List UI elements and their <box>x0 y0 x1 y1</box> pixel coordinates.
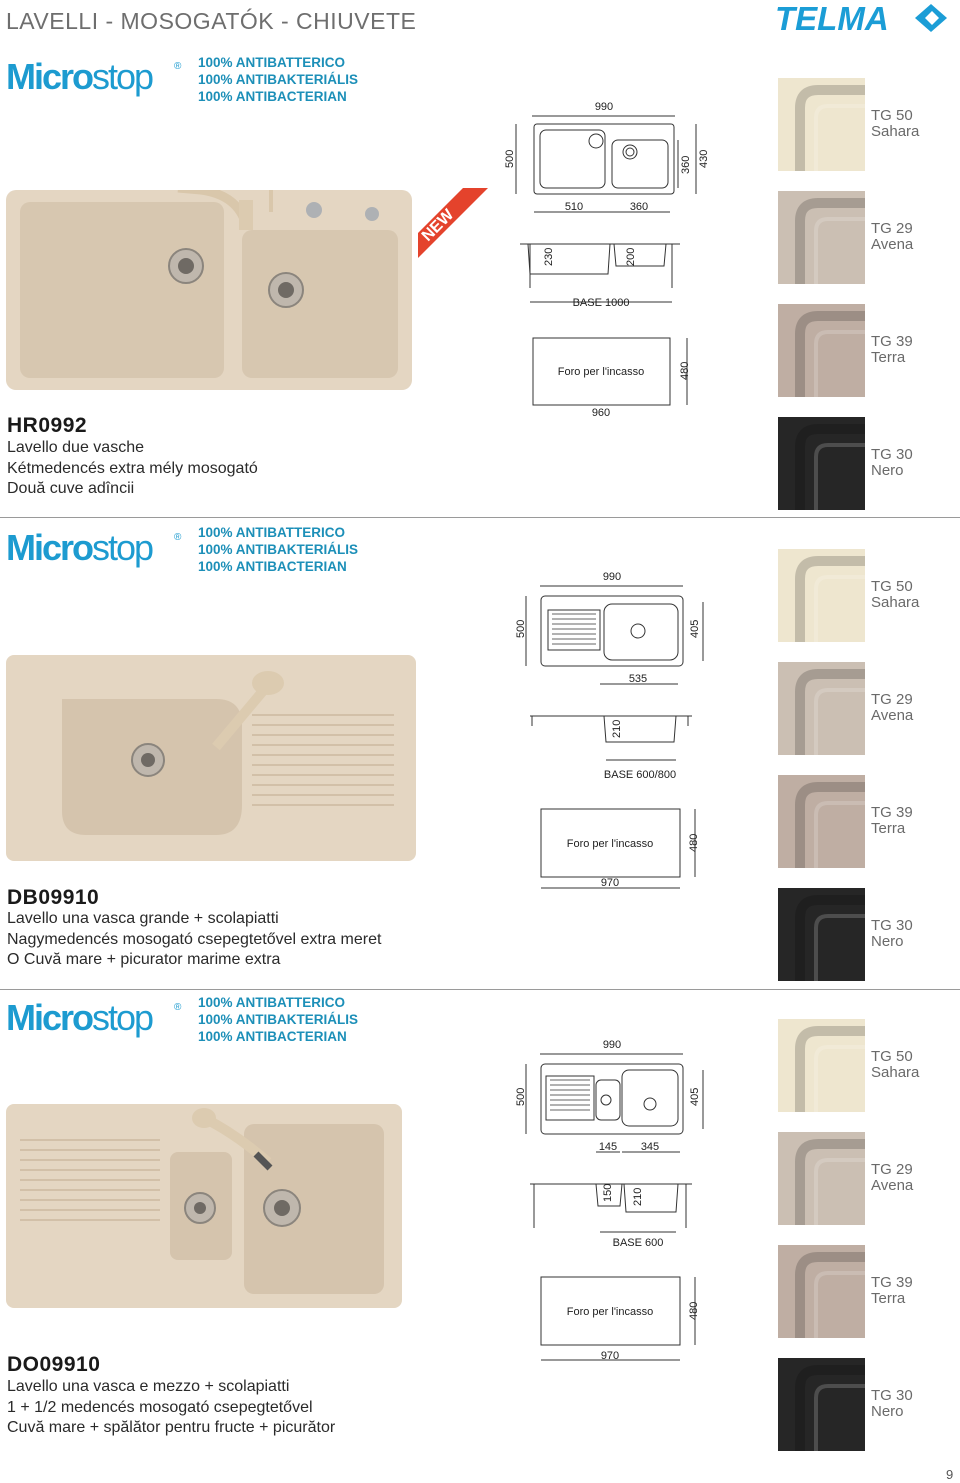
svg-text:480: 480 <box>688 1301 700 1320</box>
svg-text:NEW: NEW <box>418 206 458 245</box>
color-swatch <box>778 1245 865 1338</box>
color-swatch-label: TG 30 Nero <box>871 1387 913 1420</box>
svg-text:Foro per l'incasso: Foro per l'incasso <box>566 1306 654 1318</box>
svg-text:360: 360 <box>629 201 649 213</box>
svg-text:990: 990 <box>602 571 622 583</box>
color-swatch-label: TG 29 Avena <box>871 691 914 724</box>
svg-text:990: 990 <box>594 101 614 113</box>
color-swatch <box>778 662 865 755</box>
svg-text:150: 150 <box>602 1183 614 1202</box>
color-swatch <box>778 417 865 510</box>
svg-text:500: 500 <box>515 619 527 638</box>
color-swatch-label: TG 39 Terra <box>871 333 913 366</box>
antibacterial-labels: 100% ANTIBATTERICO 100% ANTIBAKTERIÁLIS 100% ANTIBACTERIAN <box>198 55 359 104</box>
color-swatch-label: TG 30 Nero <box>871 446 913 479</box>
svg-text:360: 360 <box>680 155 692 174</box>
svg-text:BASE 600: BASE 600 <box>612 1237 664 1249</box>
color-swatch-label: TG 50 Sahara <box>871 1048 920 1081</box>
sink-photo-do09910 <box>6 1104 402 1308</box>
svg-text:®: ® <box>174 61 182 72</box>
svg-text:960: 960 <box>591 407 611 416</box>
product-code: DO09910 <box>7 1353 101 1376</box>
color-swatch-label: TG 39 Terra <box>871 1274 913 1307</box>
svg-text:210: 210 <box>611 719 623 738</box>
telma-logo-text: TELMA <box>775 2 889 34</box>
svg-text:Foro per l'incasso: Foro per l'incasso <box>566 838 654 850</box>
svg-text:200: 200 <box>625 247 637 266</box>
svg-text:510: 510 <box>564 201 584 213</box>
svg-text:405: 405 <box>689 619 701 638</box>
color-swatch <box>778 1132 865 1225</box>
technical-drawing-do09910 <box>508 1034 733 1364</box>
color-swatch <box>778 191 865 284</box>
antibacterial-labels: 100% ANTIBATTERICO 100% ANTIBAKTERIÁLIS 100% ANTIBACTERIAN <box>198 995 359 1044</box>
svg-text:Microstop: Microstop <box>6 56 153 97</box>
svg-text:500: 500 <box>504 149 516 168</box>
svg-text:990: 990 <box>602 1039 622 1051</box>
color-swatch-label: TG 29 Avena <box>871 220 914 253</box>
page-number: 9 <box>946 1467 954 1482</box>
svg-text:230: 230 <box>543 247 555 266</box>
product-description: Lavello una vasca e mezzo + scolapiatti 1 + 1/2 medencés mosogató csepegtetővel Cuvă mare + spălător pentru fructe + picurător <box>7 1378 336 1436</box>
page-title: LAVELLI - MOSOGATÓK - CHIUVETE <box>6 8 417 34</box>
antibacterial-labels: 100% ANTIBATTERICO 100% ANTIBAKTERIÁLIS 100% ANTIBACTERIAN <box>198 525 359 574</box>
svg-text:Microstop: Microstop <box>6 527 153 568</box>
svg-text:405: 405 <box>689 1087 701 1106</box>
svg-text:BASE 600/800: BASE 600/800 <box>603 769 677 781</box>
color-swatch <box>778 78 865 171</box>
svg-text:480: 480 <box>679 361 691 380</box>
product-code: DB09910 <box>7 886 100 909</box>
color-swatch-label: TG 29 Avena <box>871 1161 914 1194</box>
svg-text:145: 145 <box>598 1141 618 1153</box>
svg-text:®: ® <box>174 532 182 543</box>
color-swatch-label: TG 39 Terra <box>871 804 913 837</box>
product-description: Lavello una vasca grande + scolapiatti Nagymedencés mosogató csepegtetővel extra meret O Cuvă mare + picurator marime extra <box>7 910 382 968</box>
svg-text:480: 480 <box>688 833 700 852</box>
color-swatch <box>778 775 865 868</box>
product-description: Lavello due vasche Kétmedencés extra mély mosogató Două cuve adîncii <box>7 439 258 497</box>
color-swatch <box>778 1358 865 1451</box>
color-swatch <box>778 888 865 981</box>
svg-text:Foro per l'incasso: Foro per l'incasso <box>557 366 645 378</box>
color-swatch <box>778 1019 865 1112</box>
svg-text:430: 430 <box>698 149 710 168</box>
svg-text:Microstop: Microstop <box>6 997 153 1038</box>
color-swatch-label: TG 30 Nero <box>871 917 913 950</box>
color-swatch <box>778 304 865 397</box>
microstop-logo <box>6 996 186 1042</box>
svg-text:BASE 1000: BASE 1000 <box>572 297 630 309</box>
svg-text:535: 535 <box>628 673 648 685</box>
color-swatch-label: TG 50 Sahara <box>871 107 920 140</box>
svg-text:210: 210 <box>632 1187 644 1206</box>
svg-text:970: 970 <box>600 877 620 889</box>
svg-text:500: 500 <box>515 1087 527 1106</box>
svg-text:970: 970 <box>600 1350 620 1362</box>
product-code: HR0992 <box>7 414 88 437</box>
svg-text:®: ® <box>174 1002 182 1013</box>
svg-text:345: 345 <box>640 1141 660 1153</box>
color-swatch-label: TG 50 Sahara <box>871 578 920 611</box>
color-swatch <box>778 549 865 642</box>
